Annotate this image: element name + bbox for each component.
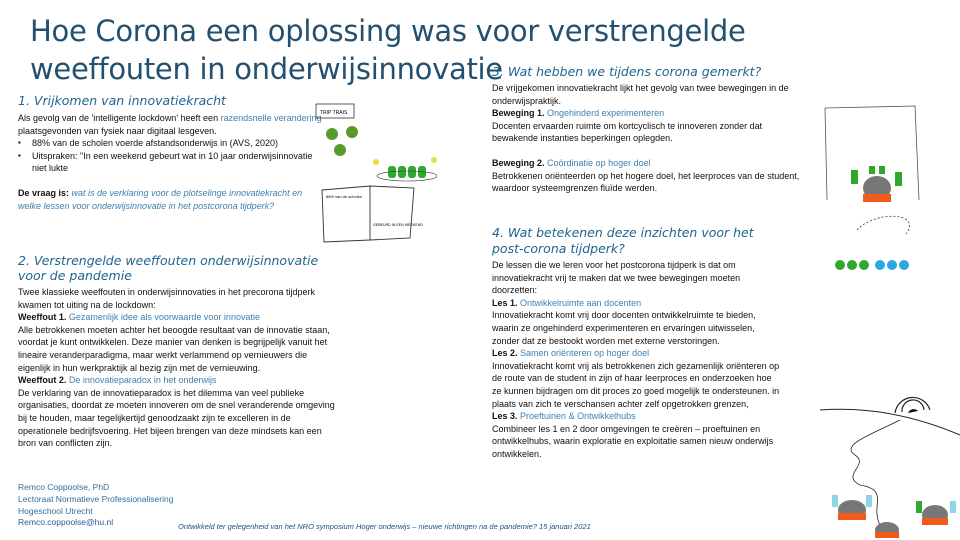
paragraph: Docenten ervaarden ruimte om kortcyclisch te innoveren zonder dat bewakende instanties beperkingen oplegden. [492, 120, 763, 144]
paragraph [18, 112, 323, 137]
text: plaatsgevonden van fysiek naar digitaal lesgeven. [18, 125, 217, 136]
paragraph: De vrijgekomen innovatiekracht lijkt het gevolg van twee bewegingen in de onderwijspraktijk. [492, 83, 789, 106]
page-title: Hoe Corona een oplossing was voor verstrengelde weeffouten in onderwijsinnovatie [30, 14, 746, 86]
highlight: Samen oriënteren op hoger doel [520, 348, 650, 359]
cauldron-group-icon [916, 501, 956, 525]
section-heading: 1. Vrijkomen van innovatiekracht [18, 93, 226, 108]
virus-icon [334, 144, 346, 156]
bullet-list [18, 137, 323, 175]
people-groups-icon [830, 250, 950, 280]
list-item: ▪ Uitspraken: "In een weekend gebeurt wat in 10 jaar onderwijsinnovatie niet lukte [18, 150, 323, 175]
author-name: Remco Coppoolse, PhD [18, 482, 110, 492]
weeffout-2-title [18, 374, 336, 387]
label: Weeffout 2. [18, 375, 67, 386]
section-weeffouten [18, 253, 336, 450]
author-email-link[interactable]: Remco.coppoolse@hu.nl [18, 517, 114, 528]
label: Les 3. [492, 411, 518, 422]
label: Beweging 1. [492, 108, 545, 119]
section-heading: 4. Wat betekenen deze inzichten voor het post-corona tijdperk? [492, 225, 754, 256]
beweging-1-title [492, 107, 804, 120]
newspaper-text: 88% van de scholen [326, 194, 363, 199]
text: Als gevolg van de 'intelligente lockdown' heeft een [18, 113, 221, 123]
label: Beweging 2. [492, 157, 545, 168]
highlight: Coördinatie op hoger doel [547, 157, 651, 168]
cauldron-group-icon [832, 495, 872, 520]
cauldron-icon [863, 176, 891, 202]
paragraph: Innovatiekracht komt vrij door docenten ontwikkelruimte te bieden, waarin ze ongehinderd experimenteren en ervaringen uitwisselen, zonder dat ze bestookt worden met externe verstoringen. [492, 310, 756, 346]
paragraph: De lessen die we leren voor het postcorona tijdperk is dat om innovatiekracht vrij te maken dat we twee bewegingen moeten doorzetten: [492, 260, 741, 296]
proeftuinen-illustration [800, 395, 960, 540]
section-heading: 2. Verstrengelde weeffouten onderwijsinnovatie voor de pandemie [18, 253, 319, 283]
label: Les 2. [492, 348, 518, 359]
les-3-title [492, 410, 782, 423]
paragraph: Alle betrokkenen moeten achter het beoogde resultaat van de innovatie staan, voordat je kunt ontwikkelen. Deze manier van denken is begrijpelijk vanuit het lineaire veranderparadigma, maar werkt verlammend op vernieuwers die eigenlijk in hun werkpraktijk al bezig zijn met de vernieuwing. [18, 324, 330, 373]
label: Weeffout 1. [18, 312, 67, 323]
les-2-title [492, 347, 782, 360]
virus-icon [326, 128, 338, 140]
list-item: ▪ 88% van de scholen voerde afstandsonderwijs in (AVS, 2020) [18, 137, 323, 150]
highlight: Ongehinderd experimenteren [547, 108, 665, 119]
lockdown-illustration [310, 100, 470, 245]
les-1-title [492, 297, 782, 310]
footer-note: Ontwikkeld ter gelegenheid van het NRO symposium Hoger onderwijs – nieuwe richtingen na de pandemie? 15 januari 2021 [178, 522, 591, 531]
label: Les 1. [492, 297, 518, 308]
virus-icon [346, 126, 358, 138]
section-innovatiekracht [18, 93, 323, 213]
paragraph: De verklaring van de innovatieparadox is het dilemma van veel publieke organisaties, doordat ze moeten innoveren om de snel veranderende omgeving bij te houden, maar tegelijkertijd genoodzaakt zijn te excelleren in de operationele bedrijfsvoering. Het bijeen brengen van deze mindsets kan een bron van conflicten zijn. [18, 387, 335, 449]
beweging-2-title [492, 157, 804, 170]
highlight: razendsnelle verandering [220, 113, 322, 123]
section-corona [492, 64, 804, 195]
paragraph: Betrokkenen oriënteerden op het hogere doel, het leerproces van de student, waardoor systeemgrenzen fluïde werden. [492, 170, 800, 194]
paragraph: Twee klassieke weeffouten in onderwijsinnovaties in het precorona tijdperk kwamen tot uiting na de lockdown: [18, 287, 316, 310]
label: De vraag is: [18, 187, 70, 198]
newspaper-text: GEBEURD IN EEN WEEKEND [373, 223, 423, 227]
weeffout-1-title [18, 311, 336, 324]
lightbulb-icon [373, 159, 379, 165]
cauldron-group-icon [875, 522, 899, 538]
people-icon [388, 166, 426, 178]
section-post-corona [492, 225, 782, 461]
highlight: Ontwikkelruimte aan docenten [520, 297, 642, 308]
research-question [18, 187, 323, 213]
highlight: Proeftuinen & Ontwikkelhubs [520, 411, 636, 422]
highlight: Gezamenlijk idee als voorwaarde voor innovatie [68, 312, 260, 323]
paragraph: Innovatiekracht komt vrij als betrokkenen zich gezamenlijk oriënteren op de route van de student in zijn of haar leerproces en onderzoeken hoe ze kunnen bijdragen om dit proces zo goed mogelijk te ondersteunen. in plaats van zich te verschansen achter zelf opgetrokken grenzen, [492, 360, 780, 409]
author-organisation: Hogeschool Utrecht [18, 505, 93, 516]
question-text: wat is de verklaring voor de plotselinge innovatiekracht en welke lessen voor onderwijsinnovatie in het postcorona tijdperk? [18, 187, 303, 211]
lightbulb-icon [431, 157, 437, 163]
castle-illustration [815, 100, 955, 240]
section-heading: 3. Wat hebben we tijdens corona gemerkt? [492, 64, 762, 79]
author-department: Lectoraat Normatieve Professionalisering [18, 493, 174, 504]
paragraph: Combineer les 1 en 2 door omgevingen te creëren – proeftuinen en ontwikkelhubs, waarin exploratie en exploitatie samen nieuw onderwijs ontwikkelen. [492, 423, 774, 459]
highlight: De innovatieparadox in het onderwijs [68, 375, 217, 386]
sign-text: TRIP TRAIS [320, 110, 348, 116]
